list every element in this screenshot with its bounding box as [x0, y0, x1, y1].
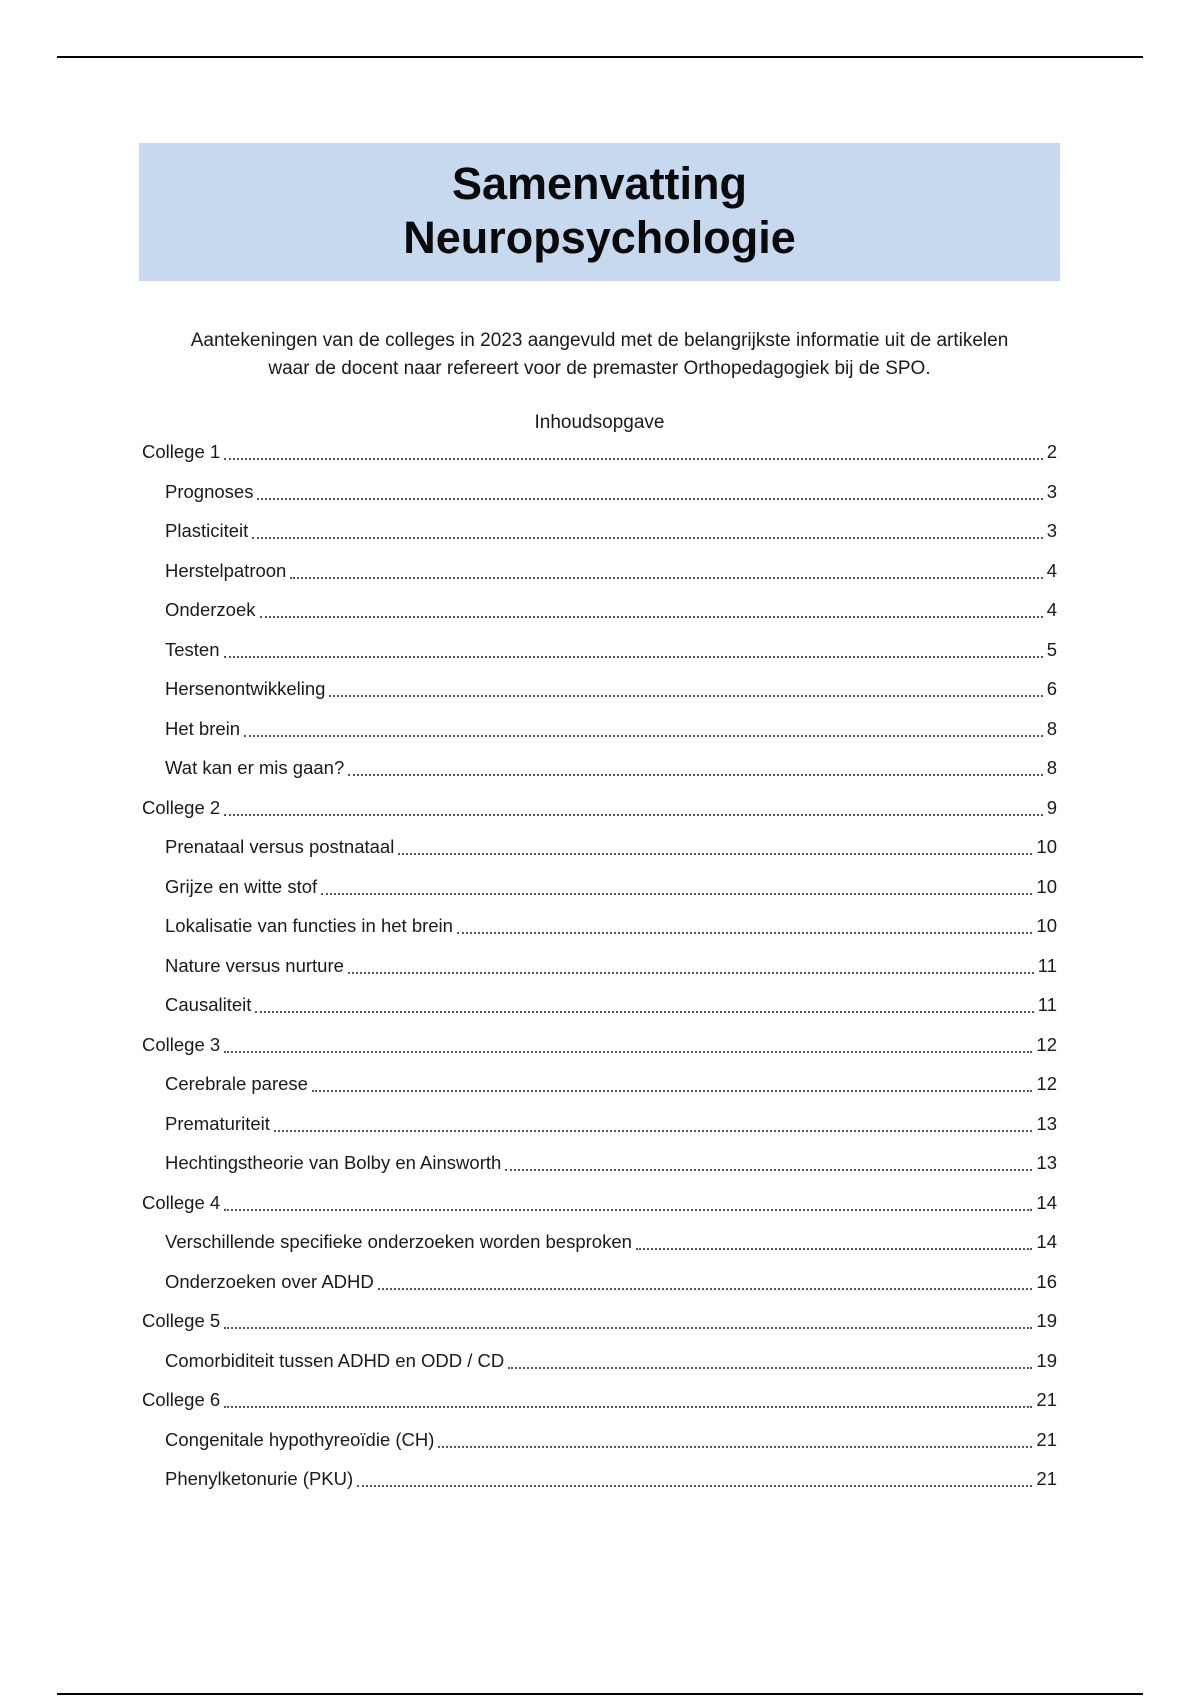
toc-dot-leader	[505, 1149, 1032, 1171]
toc-entry-page-number: 19	[1036, 1349, 1057, 1371]
toc-entry-chapter[interactable]	[142, 1307, 1057, 1347]
toc-dot-leader	[378, 1268, 1033, 1290]
toc-dot-leader	[244, 715, 1043, 737]
toc-entry-page-number: 6	[1046, 678, 1057, 699]
toc-dot-leader	[224, 438, 1043, 460]
header-rule	[57, 56, 1143, 58]
toc-entry-chapter[interactable]	[142, 1386, 1057, 1426]
toc-dot-leader	[636, 1228, 1033, 1250]
toc-entry-page-number: 3	[1046, 480, 1057, 502]
toc-dot-leader	[224, 636, 1043, 658]
toc-dot-leader	[224, 1386, 1032, 1408]
toc-entry-page-number: 10	[1036, 836, 1057, 857]
toc-dot-leader	[457, 912, 1032, 934]
toc-dot-leader	[224, 1031, 1032, 1053]
toc-entry-label: Cerebrale parese	[165, 1070, 310, 1098]
toc-entry-section[interactable]	[142, 675, 1057, 715]
toc-entry-section[interactable]	[142, 754, 1057, 794]
toc-entry-page-number: 10	[1036, 915, 1057, 936]
toc-entry-label: College 1	[142, 438, 222, 466]
toc-entry-label: Grijze en witte stof	[165, 873, 319, 901]
toc-entry-page-number: 13	[1036, 1152, 1057, 1173]
toc-entry-section[interactable]	[142, 1347, 1057, 1387]
toc-entry-page-number: 2	[1046, 441, 1057, 462]
toc-entry-section[interactable]	[142, 596, 1057, 636]
toc-dot-leader	[255, 991, 1033, 1013]
toc-entry-section[interactable]	[142, 715, 1057, 755]
toc-entry-label: Phenylketonurie (PKU)	[165, 1465, 355, 1493]
toc-entry-label: Congenitale hypothyreoïdie (CH)	[165, 1426, 436, 1454]
document-subtitle	[139, 327, 1060, 383]
toc-entry-section[interactable]	[142, 557, 1057, 597]
document-title-line-2: Neuropsychologie	[403, 212, 796, 263]
toc-entry-label: Het brein	[165, 715, 242, 743]
toc-entry-page-number: 10	[1036, 875, 1057, 897]
toc-entry-page-number: 16	[1036, 1270, 1057, 1292]
toc-entry-section[interactable]	[142, 636, 1057, 676]
toc-entry-label: Comorbiditeit tussen ADHD en ODD / CD	[165, 1347, 506, 1375]
toc-dot-leader	[398, 833, 1032, 855]
toc-entry-page-number: 8	[1046, 717, 1057, 739]
toc-entry-label: Plasticiteit	[165, 517, 250, 545]
toc-entry-section[interactable]	[142, 1228, 1057, 1268]
toc-entry-section[interactable]	[142, 991, 1057, 1031]
toc-entry-page-number: 11	[1037, 994, 1057, 1015]
toc-entry-page-number: 11	[1037, 954, 1057, 976]
toc-entry-section[interactable]	[142, 1268, 1057, 1308]
toc-entry-label: College 6	[142, 1386, 222, 1414]
toc-entry-label: College 5	[142, 1307, 222, 1335]
toc-entry-section[interactable]	[142, 478, 1057, 518]
toc-entry-section[interactable]	[142, 1465, 1057, 1505]
toc-dot-leader	[290, 557, 1042, 579]
document-title-line-1: Samenvatting	[451, 158, 748, 209]
toc-entry-label: Onderzoeken over ADHD	[165, 1268, 376, 1296]
toc-entry-page-number: 4	[1046, 559, 1057, 581]
toc-entry-page-number: 21	[1036, 1428, 1057, 1450]
toc-dot-leader	[329, 675, 1042, 697]
subtitle-line-1: Aantekeningen van de colleges in 2023 aangevuld met de belangrijkste informatie uit de artikelen	[190, 330, 1009, 351]
toc-entry-label: Herstelpatroon	[165, 557, 288, 585]
toc-entry-section[interactable]	[142, 952, 1057, 992]
toc-entry-label: Lokalisatie van functies in het brein	[165, 912, 455, 940]
toc-entry-chapter[interactable]	[142, 1189, 1057, 1229]
toc-entry-page-number: 19	[1036, 1310, 1057, 1331]
toc-entry-label: College 3	[142, 1031, 222, 1059]
toc-dot-leader	[274, 1110, 1033, 1132]
toc-entry-page-number: 21	[1036, 1468, 1057, 1489]
subtitle-line-2: waar de docent naar refereert voor de premaster Orthopedagogiek bij de SPO.	[268, 358, 931, 379]
toc-dot-leader	[224, 1307, 1032, 1329]
toc-dot-leader	[257, 478, 1042, 500]
toc-entry-section[interactable]	[142, 517, 1057, 557]
toc-dot-leader	[224, 1189, 1032, 1211]
toc-entry-page-number: 8	[1046, 757, 1057, 778]
toc-entry-page-number: 4	[1046, 599, 1057, 620]
toc-entry-label: Hechtingstheorie van Bolby en Ainsworth	[165, 1149, 503, 1177]
toc-entry-section[interactable]	[142, 1149, 1057, 1189]
toc-dot-leader	[312, 1070, 1032, 1092]
toc-entry-page-number: 9	[1046, 796, 1057, 818]
title-banner	[139, 143, 1060, 281]
toc-entry-page-number: 12	[1036, 1073, 1057, 1094]
toc-entry-label: Causaliteit	[165, 991, 253, 1019]
toc-entry-page-number: 3	[1046, 520, 1057, 541]
table-of-contents	[142, 438, 1057, 1505]
footer-rule	[57, 1693, 1143, 1695]
toc-entry-label: Testen	[165, 636, 222, 664]
toc-dot-leader	[348, 952, 1034, 974]
toc-entry-label: Prematuriteit	[165, 1110, 272, 1138]
toc-entry-label: Verschillende specifieke onderzoeken worden besproken	[165, 1228, 634, 1256]
toc-dot-leader	[438, 1426, 1032, 1448]
toc-entry-page-number: 12	[1036, 1033, 1057, 1055]
toc-entry-label: Prognoses	[165, 478, 255, 506]
toc-entry-label: College 2	[142, 794, 222, 822]
toc-heading: Inhoudsopgave	[534, 412, 665, 433]
toc-entry-page-number: 14	[1036, 1191, 1057, 1213]
toc-entry-label: Hersenontwikkeling	[165, 675, 327, 703]
toc-entry-page-number: 14	[1036, 1231, 1057, 1252]
toc-entry-section[interactable]	[142, 912, 1057, 952]
toc-dot-leader	[224, 794, 1043, 816]
toc-dot-leader	[252, 517, 1042, 539]
toc-entry-chapter[interactable]	[142, 1031, 1057, 1071]
toc-entry-chapter[interactable]	[142, 794, 1057, 834]
toc-entry-section[interactable]	[142, 1426, 1057, 1466]
toc-dot-leader	[321, 873, 1032, 895]
toc-entry-chapter[interactable]	[142, 438, 1057, 478]
toc-entry-label: Prenataal versus postnataal	[165, 833, 396, 861]
toc-entry-section[interactable]	[142, 1070, 1057, 1110]
toc-entry-label: Nature versus nurture	[165, 952, 346, 980]
toc-dot-leader	[508, 1347, 1032, 1369]
toc-entry-page-number: 5	[1046, 638, 1057, 660]
toc-dot-leader	[348, 754, 1042, 776]
toc-dot-leader	[260, 596, 1043, 618]
toc-entry-section[interactable]	[142, 1110, 1057, 1150]
toc-entry-section[interactable]	[142, 833, 1057, 873]
toc-entry-label: Wat kan er mis gaan?	[165, 754, 346, 782]
toc-entry-label: College 4	[142, 1189, 222, 1217]
toc-entry-label: Onderzoek	[165, 596, 258, 624]
toc-entry-page-number: 21	[1036, 1389, 1057, 1410]
toc-entry-page-number: 13	[1036, 1112, 1057, 1134]
toc-dot-leader	[357, 1465, 1032, 1487]
toc-entry-section[interactable]	[142, 873, 1057, 913]
